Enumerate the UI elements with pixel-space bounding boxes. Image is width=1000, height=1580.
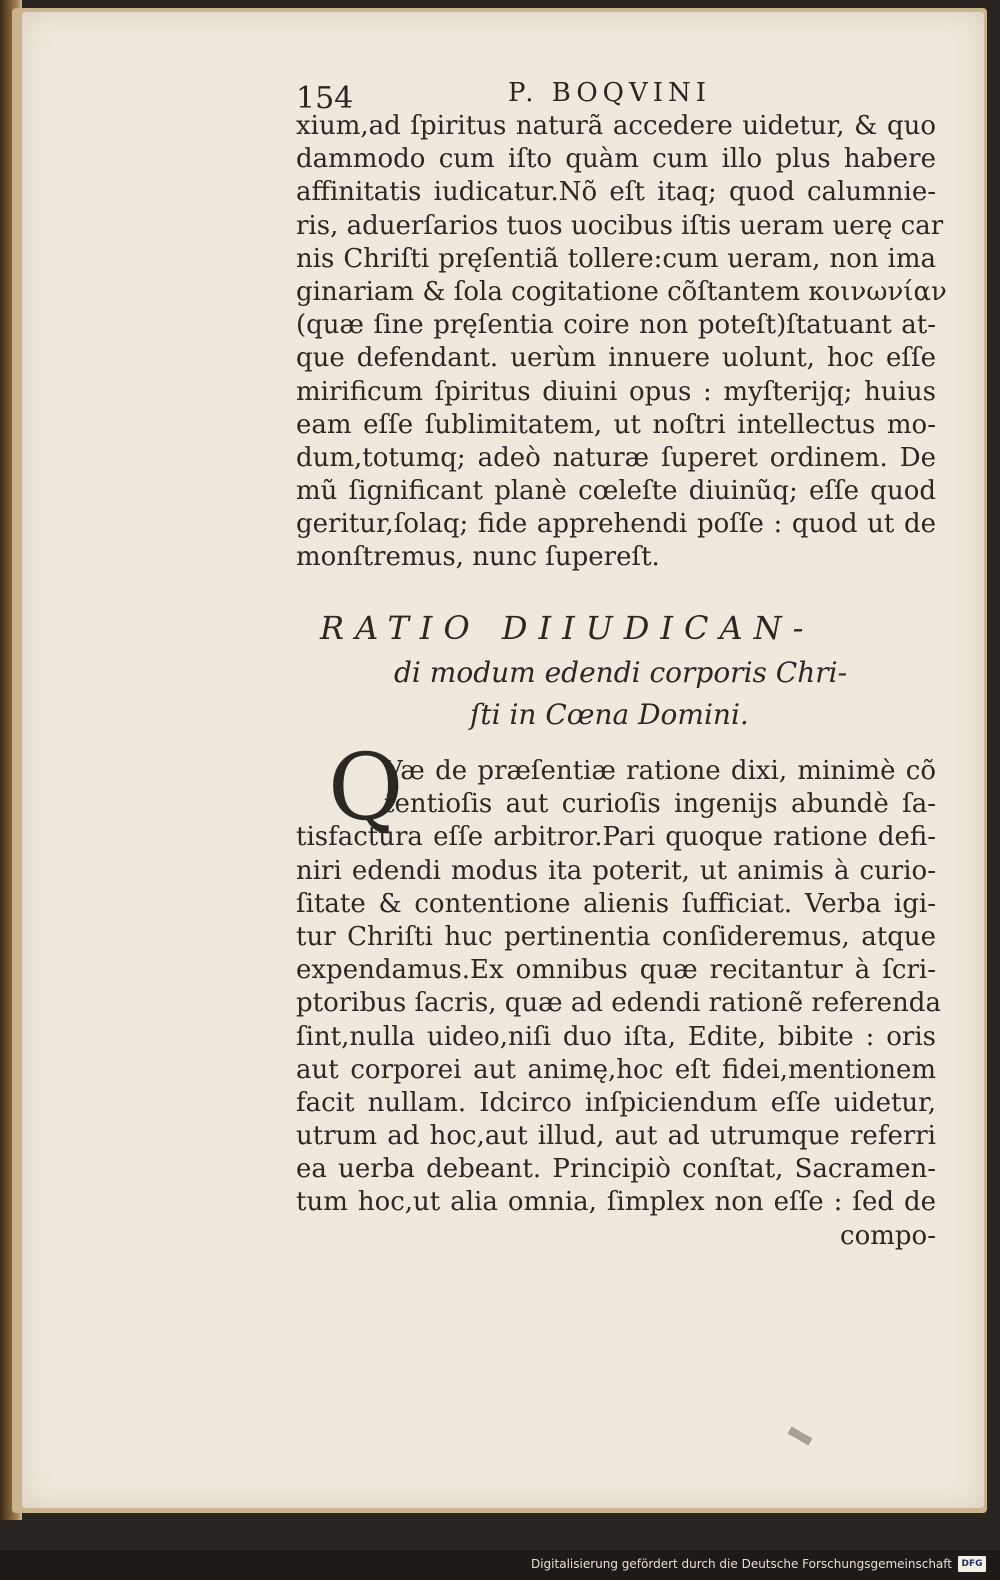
text-line: utrum ad hoc,aut illud, aut ad utrumque referri — [296, 1121, 936, 1152]
text-line: affinitatis iudicatur.Nõ eſt itaq; quod calumnie- — [296, 177, 936, 208]
catchword: compo- — [840, 1220, 936, 1251]
digitization-footer — [0, 1550, 1000, 1580]
text-line: ris, aduerſarios tuos uocibus iſtis ueram uerę car — [296, 210, 944, 241]
paragraph-1 — [296, 110, 947, 575]
text-line: ptoribus ſacris, quæ ad edendi rationẽ referenda — [296, 988, 941, 1019]
paragraph-2 — [296, 755, 941, 1253]
running-head — [296, 70, 936, 116]
text-line: expendamus.Ex omnibus quæ recitantur à ſcri- — [296, 955, 936, 986]
text-line: facit nullam. Idcirco inſpiciendum eſſe uidetur, — [296, 1087, 936, 1118]
text-line: tentioſis aut curioſis ingenijs abundè ſa- — [384, 789, 936, 820]
text-line: nis Chriſti pręſentiã tollere:cum ueram, non ima — [296, 243, 936, 274]
text-line: xium,ad ſpiritus naturã accedere uidetur, & quo — [296, 111, 936, 141]
text-line: ea uerba debeant. Principiò conſtat, Sacramen- — [296, 1154, 936, 1185]
text-line: dammodo cum iſto quàm cum illo plus habere — [296, 144, 936, 175]
header-author-name: P. BOQVINI — [508, 78, 712, 108]
text-line: eam eſſe ſublimitatem, ut noſtri intellectus mo- — [296, 409, 936, 440]
heading-line-2: di modum edendi corporis Chri- — [394, 656, 848, 689]
drop-cap-initial: Q — [328, 734, 404, 841]
text-line: dum,totumq; adeò naturæ ſuperet ordinem. De — [296, 442, 936, 473]
text-line: ſitate & contentione alienis ſufficiat. Verba igi- — [296, 888, 936, 919]
text-line: mirificum ſpiritus diuini opus : myſterijq; huius — [296, 376, 936, 407]
text-line: Væ de præſentiæ ratione dixi, minimè cõ — [384, 756, 936, 786]
text-line: que defendant. uerùm innuere uolunt, hoc eſſe — [296, 343, 936, 374]
text-line: geritur,ſolaq; fide apprehendi poſſe : quod ut de — [296, 509, 936, 540]
text-line: tisfactura eſſe arbitror.Pari quoque ratione defi- — [296, 822, 936, 853]
text-line: aut corporei aut animę,hoc eſt fidei,mentionem — [296, 1054, 936, 1085]
page-number: 154 — [296, 81, 354, 116]
text-line: ſint,nulla uideo,niſi duo iſta, Edite, bibite : oris — [296, 1021, 936, 1052]
text-line: tum hoc,ut alia omnia, ſimplex non eſſe : ſed de — [296, 1187, 936, 1218]
text-line: mũ ſignificant planè cœleſte diuinũq; eſſe quod — [296, 476, 936, 507]
text-line: niri edendi modus ita poterit, ut animis à curio- — [296, 855, 936, 886]
text-line: (quæ ſine pręſentia coire non poteſt)ſtatuant at- — [296, 310, 936, 341]
heading-line-1: RATIO DIIUDICAN- — [320, 609, 815, 647]
dfg-logo-icon: DFG — [958, 1556, 986, 1572]
text-line: monſtremus, nunc ſupereſt. — [296, 542, 660, 573]
footer-credit-text: Digitalisierung gefördert durch die Deutsche Forschungsgemeinschaft — [530, 1557, 952, 1571]
heading-line-3: ſti in Cœna Domini. — [470, 698, 749, 731]
section-heading — [296, 604, 936, 736]
text-line: tur Chriſti huc pertinentia conſideremus, atque — [296, 921, 936, 952]
text-line: ginariam & ſola cogitatione cõſtantem κοινωνίαν — [296, 276, 947, 307]
